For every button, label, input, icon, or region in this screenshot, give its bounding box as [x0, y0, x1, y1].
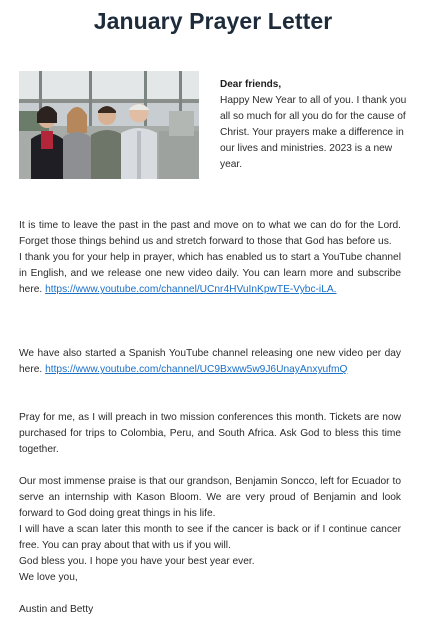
- paragraph-4-text: Pray for me, as I will preach in two mission conferences this month. Tickets are now purchased for trips to Colombia, Peru, and South Africa. Ask God to bless this time together.: [19, 412, 401, 455]
- paragraph-3-text: We have also started a Spanish YouTube channel releasing one new video per day here.: [19, 348, 401, 375]
- paragraph-1-text: It is time to leave the past in the past and move on to what we can do for the Lord. Forget those things behind us and stretch forward to those that God has before us.: [19, 220, 401, 247]
- intro-block: [220, 77, 410, 173]
- signature: Austin and Betty: [19, 604, 94, 615]
- closing: [19, 554, 401, 586]
- signature-block: [19, 602, 401, 618]
- paragraph-3: [19, 346, 401, 378]
- family-photo-image: [19, 71, 199, 179]
- closing-line-1: God bless you. I hope you have your best year ever.: [19, 556, 255, 567]
- paragraph-5: [19, 474, 401, 554]
- paragraph-5a-text: Our most immense praise is that our grandson, Benjamin Soncco, left for Ecuador to serve an internship with Kason Bloom. We are very proud of Benjamin and look forward to God doing great things in his life.: [19, 476, 401, 519]
- letter-title: January Prayer Letter: [93, 8, 333, 34]
- paragraph-2: [19, 250, 401, 298]
- youtube-spanish-link[interactable]: https://www.youtube.com/channel/UC9Bxww5w9J6UnayAnxyufmQ: [45, 364, 348, 375]
- paragraph-1: [19, 218, 401, 298]
- greeting: Dear friends,: [220, 79, 282, 90]
- family-photo: [19, 71, 199, 179]
- paragraph-5b-text: I will have a scan later this month to see if the cancer is back or if I continue cancer free. You can pray about that with us if you will.: [19, 524, 401, 551]
- closing-line-2: We love you,: [19, 572, 78, 583]
- intro-paragraph: Happy New Year to all of you. I thank you all so much for all you do for the cause of Christ. Your prayers make a difference in our lives and ministries. 2023 is a new year.: [220, 95, 407, 170]
- paragraph-2-text: I thank you for your help in prayer, which has enabled us to start a YouTube channel in English, and we release one new video daily. You can learn more and subscribe here.: [19, 252, 401, 295]
- paragraph-4: [19, 410, 401, 458]
- youtube-english-link[interactable]: https://www.youtube.com/channel/UCnr4HVuInKpwTE-Vybc-iLA.: [45, 284, 337, 295]
